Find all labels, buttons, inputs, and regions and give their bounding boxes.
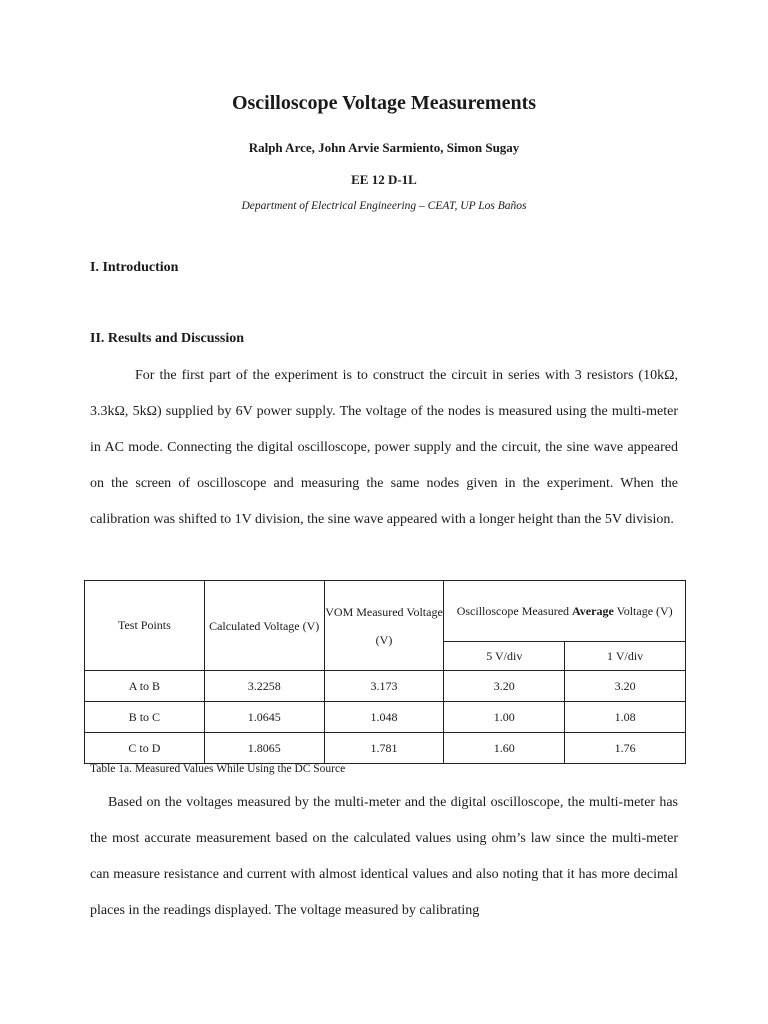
cell-vom: 3.173 [324, 671, 444, 702]
department-affiliation: Department of Electrical Engineering – CEAT, UP Los Baños [241, 200, 527, 212]
table-row [85, 733, 686, 764]
paragraph-experiment-setup: For the first part of the experiment is to construct the circuit in series with 3 resistors (10kΩ, 3.3kΩ, 5kΩ) supplied by 6V power supply. The voltage of the nodes is measured using the multi-meter in AC mode. Connecting the digital oscilloscope, power supply and the circuit, the sine wave appeared on the screen of oscilloscope and measuring the same nodes given in the experiment. When the calibration was shifted to 1V division, the sine wave appeared with a longer height than the 5V division. [90, 368, 678, 527]
section-heading-results: II. Results and Discussion [90, 331, 245, 346]
cell-calculated: 1.8065 [204, 733, 324, 764]
header-oscilloscope-voltage [444, 581, 686, 642]
cell-vom: 1.781 [324, 733, 444, 764]
header-osc-suffix: Voltage (V) [613, 604, 673, 618]
table-row [85, 671, 686, 702]
cell-test-point: B to C [85, 702, 205, 733]
header-osc-prefix: Oscilloscope Measured [456, 604, 573, 618]
table-caption: Table 1a. Measured Values While Using the DC Source [90, 763, 346, 775]
cell-1v-div: 3.20 [565, 671, 686, 702]
cell-test-point: A to B [85, 671, 205, 702]
cell-1v-div: 1.08 [565, 702, 686, 733]
measurement-table [84, 580, 686, 764]
cell-calculated: 3.2258 [204, 671, 324, 702]
table-row [85, 702, 686, 733]
author-list: Ralph Arce, John Arvie Sarmiento, Simon Sugay [248, 140, 520, 155]
cell-5v-div: 1.00 [444, 702, 565, 733]
course-code: EE 12 D-1L [351, 172, 417, 187]
cell-test-point: C to D [85, 733, 205, 764]
cell-vom: 1.048 [324, 702, 444, 733]
header-vom-voltage: VOM Measured Voltage (V) [324, 581, 444, 671]
header-test-points: Test Points [85, 581, 205, 671]
cell-1v-div: 1.76 [565, 733, 686, 764]
cell-5v-div: 1.60 [444, 733, 565, 764]
header-5v-div: 5 V/div [444, 642, 565, 671]
paragraph-discussion: Based on the voltages measured by the multi-meter and the digital oscilloscope, the multi-meter has the most accurate measurement based on the calculated values using ohm’s law since the multi-meter can measure resistance and current with almost identical values and also noting that it has more decimal places in the readings displayed. The voltage measured by calibrating [90, 795, 678, 918]
header-1v-div: 1 V/div [565, 642, 686, 671]
header-calculated-voltage: Calculated Voltage (V) [204, 581, 324, 671]
cell-calculated: 1.0645 [204, 702, 324, 733]
header-osc-average: Average [572, 604, 614, 618]
section-heading-introduction: I. Introduction [90, 260, 179, 275]
paper-title: Oscilloscope Voltage Measurements [231, 92, 537, 114]
cell-5v-div: 3.20 [444, 671, 565, 702]
